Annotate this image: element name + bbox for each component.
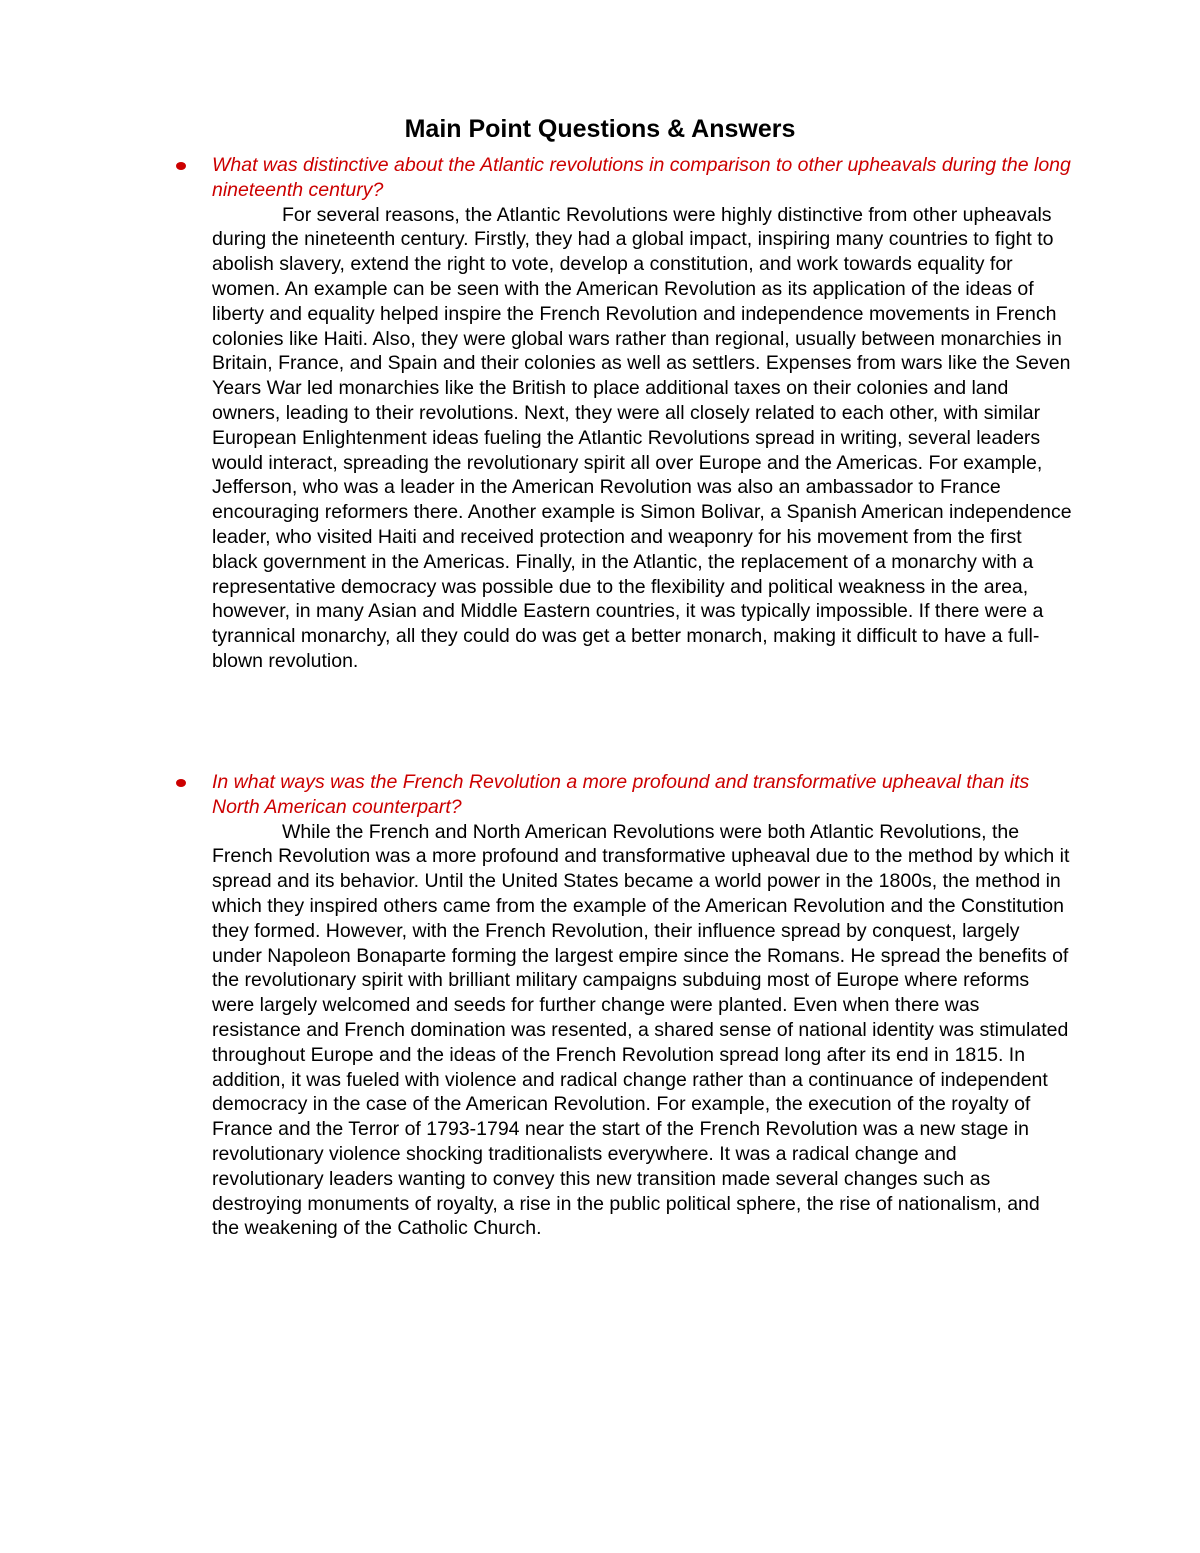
question-text: What was distinctive about the Atlantic revolutions in comparison to other upheavals during the long nineteenth century? — [212, 154, 1071, 201]
bullet-icon — [176, 162, 186, 170]
answer-text: While the French and North American Revolutions were both Atlantic Revolutions, the French Revolution was a more profound and transformative upheaval due to the method by which it spread and its behavior. Until the United States became a world power in the 1800s, the method in which they inspired others came from the example of the American Revolution and the Constitution they formed. However, with the French Revolution, their influence spread by conquest, largely under Napoleon Bonaparte forming the largest empire since the Romans. He spread the benefits of the revolutionary spirit with brilliant military campaigns subduing most of Europe where reforms were largely welcomed and seeds for further change were planted. Even when there was resistance and French domination was resented, a shared sense of national identity was stimulated throughout Europe and the ideas of the French Revolution spread long after its end in 1815. In addition, it was fueled with violence and radical change rather than a continuance of independent democracy in the case of the American Revolution. For example, the execution of the royalty of France and the Terror of 1793-1794 near the start of the French Revolution was a new stage in revolutionary violence shocking traditionalists everywhere. It was a radical change and revolutionary leaders wanting to convey this new transition made several changes such as destroying monuments of royalty, a rise in the public political sphere, the rise of nationalism, and the weakening of the Catholic Church. — [212, 820, 1070, 1240]
page-title: Main Point Questions & Answers — [404, 114, 796, 143]
question-answer-item — [212, 770, 1072, 1241]
answer-text: For several reasons, the Atlantic Revolutions were highly distinctive from other upheavals during the nineteenth century. Firstly, they had a global impact, inspiring many countries to fight to abolish slavery, extend the right to vote, develop a constitution, and work towards equality for women. An example can be seen with the American Revolution as its application of the ideas of liberty and equality helped inspire the French Revolution and independence movements in French colonies like Haiti. Also, they were global wars rather than regional, usually between monarchies in Britain, France, and Spain and their colonies as well as settlers. Expenses from wars like the Seven Years War led monarchies like the British to place additional taxes on their colonies and land owners, leading to their revolutions. Next, they were all closely related to each other, with similar European Enlightenment ideas fueling the Atlantic Revolutions spread in writing, several leaders would interact, spreading the revolutionary spirit all over Europe and the Americas. For example, Jefferson, who was a leader in the American Revolution was also an ambassador to France encouraging reformers there. Another example is Simon Bolivar, a Spanish American independence leader, who visited Haiti and received protection and weaponry for his movement from the first black government in the Americas. Finally, in the Atlantic, the replacement of a monarchy with a representative democracy was possible due to the flexibility and political weakness in the area, however, in many Asian and Middle Eastern countries, it was typically impossible. If there were a tyrannical monarchy, all they could do was get a better monarch, making it difficult to have a full-blown revolution. — [212, 203, 1072, 672]
question-text: In what ways was the French Revolution a more profound and transformative upheaval than its North American counterpart? — [212, 771, 1030, 818]
question-answer-item — [212, 153, 1072, 674]
bullet-icon — [176, 779, 186, 787]
